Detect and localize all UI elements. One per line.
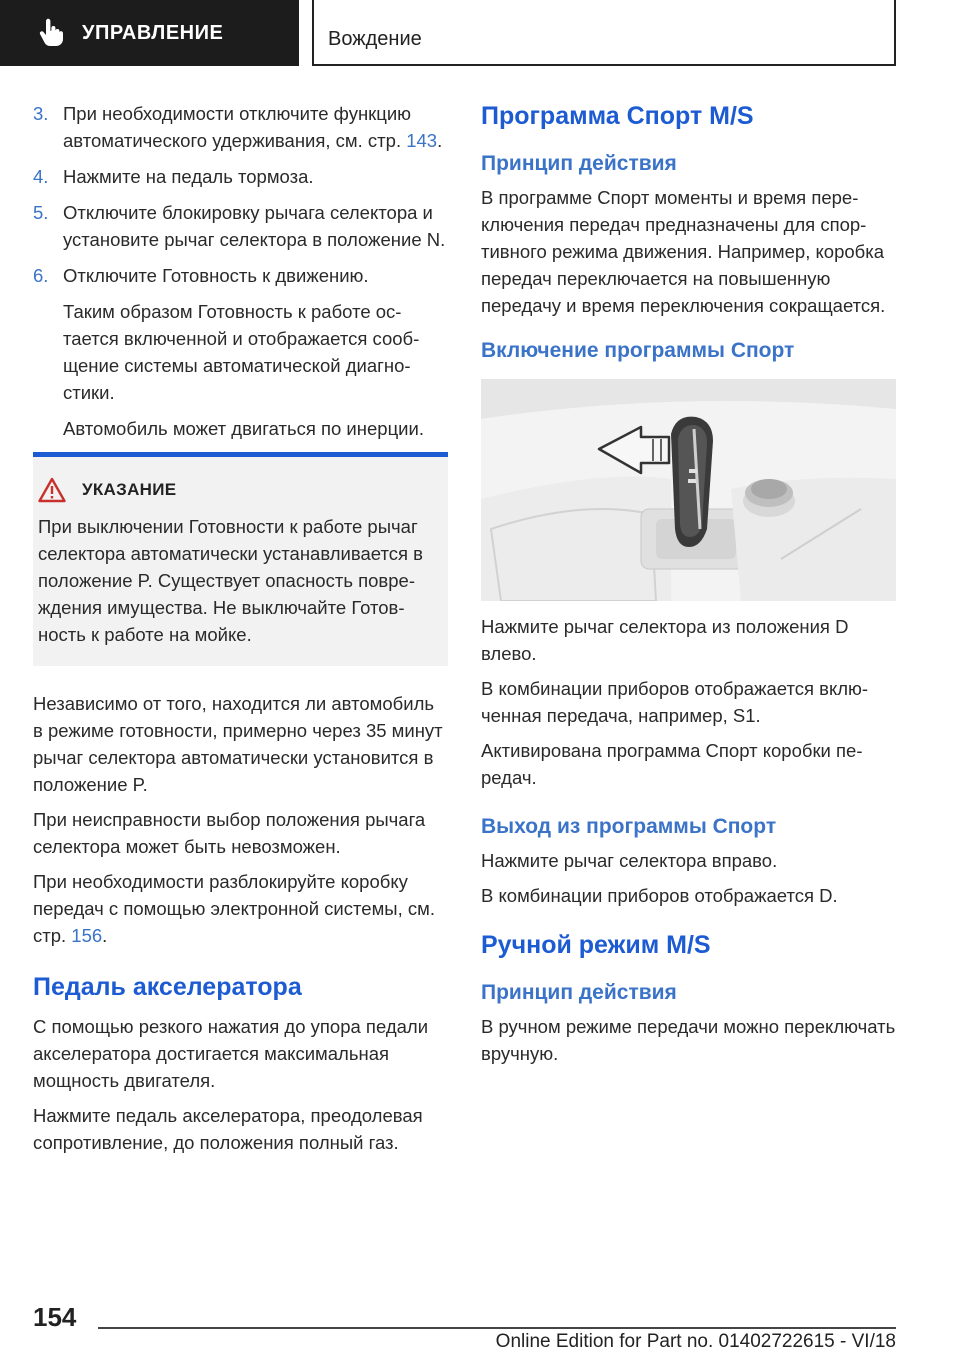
step-note: Таким образом Готовность к работе остается включенной и отображается сообщение системы автоматической диагностики. [63, 301, 420, 403]
warning-title: УКАЗАНИЕ [82, 480, 177, 499]
section-title: Вождение [328, 28, 422, 50]
step-text: При необходимости отключите функцию автоматического удерживания, см. стр. [63, 103, 412, 151]
step-number: 3. [33, 103, 49, 124]
step-number: 6. [33, 265, 49, 286]
step-text-end: . [437, 130, 443, 151]
section-frame [312, 0, 896, 66]
right-column [481, 100, 896, 1075]
gear-selector-illustration [481, 379, 896, 601]
paragraph-text: При необходимости разблокируйте коробку передач с помощью электронной системы, см. стр. [33, 871, 435, 946]
paragraph: В комбинации приборов отображается D. [481, 885, 838, 906]
step-text: Отключите Готовность к движению. [63, 265, 369, 286]
paragraph: Нажмите педаль акселератора, преодолевая сопротивление, до положения полный газ. [33, 1105, 423, 1153]
step-number: 4. [33, 166, 49, 187]
warning-header [38, 475, 444, 505]
page-header [0, 0, 960, 66]
warning-text: При выключении Готовности к работе рычаг селектора автоматически устанавливается в положение P. Существует опасность повреждения имущества. Не выключайте Готовность к работе на мойке. [38, 516, 423, 645]
step-text: Отключите блокировку рычага селектора и установите рычаг селектора в положение N. [63, 202, 446, 250]
paragraph: Активирована программа Спорт коробки передач. [481, 740, 863, 788]
step-note: Автомобиль может двигаться по инерции. [63, 418, 424, 439]
edition-note: Online Edition for Part no. 01402722615 - VI/18 [495, 1331, 896, 1352]
step-number: 5. [33, 202, 49, 223]
hand-pointer-icon [36, 17, 66, 49]
step-item [33, 163, 448, 190]
paragraph: Нажмите рычаг селектора вправо. [481, 850, 778, 871]
subsection-heading: Включение программы Спорт [481, 339, 795, 362]
warning-box [33, 452, 448, 666]
section-heading: Программа Спорт M/S [481, 102, 754, 130]
paragraph: В программе Спорт моменты и время переключения передач предназначены для спортивного режима движения. Например, коробка передач переключается на повышенную передачу и время переключения сокращается. [481, 187, 886, 316]
paragraph [33, 868, 448, 949]
page-link[interactable]: 143 [406, 130, 438, 151]
section-heading: Ручной режим M/S [481, 931, 711, 959]
step-text: Нажмите на педаль тормоза. [63, 166, 314, 187]
page-number: 154 [33, 1302, 77, 1332]
footer-divider [98, 1327, 896, 1329]
paragraph: Независимо от того, находится ли автомобиль в режиме готовности, примерно через 35 минут рычаг селектора автоматически установится в положение P. [33, 693, 443, 795]
paragraph: В комбинации приборов отображается включенная передача, например, S1. [481, 678, 869, 726]
step-item [33, 262, 448, 442]
section-heading: Педаль акселератора [33, 973, 302, 1001]
step-item [33, 100, 448, 154]
page-link[interactable]: 156 [71, 925, 103, 946]
paragraph: В ручном режиме передачи можно переключать вручную. [481, 1016, 896, 1064]
warning-triangle-icon [38, 475, 74, 505]
left-column [33, 100, 448, 1164]
steps-list [33, 100, 448, 442]
step-item [33, 199, 448, 253]
paragraph: Нажмите рычаг селектора из положения D влево. [481, 616, 849, 664]
paragraph: С помощью резкого нажатия до упора педали акселератора достигается максимальная мощность двигателя. [33, 1016, 429, 1091]
chapter-tab [0, 0, 299, 66]
paragraph: При неисправности выбор положения рычага селектора может быть невозможен. [33, 809, 426, 857]
paragraph-text-end: . [102, 925, 108, 946]
chapter-title: УПРАВЛЕНИЕ [82, 21, 224, 44]
subsection-heading: Выход из программы Спорт [481, 815, 777, 838]
subsection-heading: Принцип действия [481, 981, 677, 1004]
subsection-heading: Принцип действия [481, 152, 677, 175]
